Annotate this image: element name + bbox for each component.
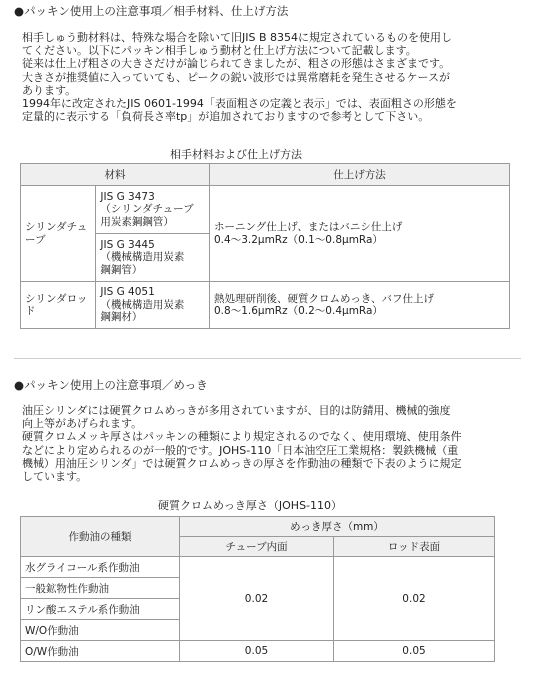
paragraph-line: 大きさが推奨値に入っていても、ピークの鋭い波形では異常磨耗を発生させるケースが <box>22 70 451 84</box>
rod-finish: 熱処理研削後、硬質クロムめっき、バフ仕上げ 0.8～1.6μmRz（0.2～0.4μmRa） <box>210 282 510 329</box>
cylinder-tube-label: シリンダチュ ーブ <box>21 186 96 282</box>
fluid-row-label: リン酸エステル系作動油 <box>21 599 180 620</box>
materials-paragraph <box>22 31 527 123</box>
paragraph-line: 機械）用油圧シリンダ」では硬質クロムめっきの厚さを作動油の種類で下表のように規定 <box>22 456 462 470</box>
rod-label: シリンダロッ ド <box>21 282 96 329</box>
header-plating-thickness: めっき厚さ（mm） <box>180 517 495 537</box>
tube-finish: ホーニング仕上げ、またはバニシ仕上げ 0.4～3.2μmRz（0.1～0.8μmRa） <box>210 186 510 282</box>
fluid-row-label: 一般鉱物性作動油 <box>21 578 180 599</box>
materials-table <box>20 163 510 329</box>
header-rod-surface: ロッド表面 <box>334 537 495 557</box>
section-heading-plating: ●パッキン使用上の注意事項／めっき <box>14 378 208 392</box>
fluid-row-label: O/W作動油 <box>21 641 180 662</box>
paragraph-line: 相手しゅう動材料は、特殊な場合を除いて旧JIS B 8354に規定されているものを使用し <box>22 31 453 44</box>
header-finish: 仕上げ方法 <box>210 164 510 186</box>
paragraph-line: 油圧シリンダには硬質クロムめっきが多用されていますが、目的は防錆用、機械的強度 <box>22 404 451 417</box>
plating-table <box>20 516 495 662</box>
tube-material-2: JIS G 3445 （機械構造用炭素 鋼鋼管） <box>96 234 210 282</box>
materials-table-caption: 相手材料および仕上げ方法 <box>170 148 302 161</box>
paragraph-line: てください。以下にパッキン相手しゅう動材と仕上げ方法について記載します。 <box>22 44 417 58</box>
paragraph-line: 1994年に改定されたJIS 0601-1994「表面粗さの定義と表示」では、表面粗さの形態を <box>22 97 457 111</box>
ow-rod-value: 0.05 <box>334 641 495 662</box>
section-heading-materials: ●パッキン使用上の注意事項／相手材料、仕上げ方法 <box>14 4 289 18</box>
paragraph-line: 硬質クロムメッキ厚さはパッキンの種類により規定されるのでなく、使用環境、使用条件 <box>22 430 462 444</box>
paragraph-line: しています。 <box>22 470 88 484</box>
group-rod-value: 0.02 <box>334 557 495 641</box>
tube-material-1: JIS G 3473 （シリンダチューブ 用炭素鋼鋼管） <box>96 186 210 234</box>
fluid-row-label: W/O作動油 <box>21 620 180 641</box>
plating-table-caption: 硬質クロムめっき厚さ（JOHS-110） <box>158 499 343 512</box>
ow-tube-value: 0.05 <box>180 641 334 662</box>
fluid-row-label: 水グライコール系作動油 <box>21 557 180 578</box>
section-divider <box>14 358 521 359</box>
paragraph-line: 向上等があげられます。 <box>22 417 143 431</box>
header-tube-inner: チューブ内面 <box>180 537 334 557</box>
header-fluid-type: 作動油の種類 <box>21 517 180 557</box>
rod-material: JIS G 4051 （機械構造用炭素 鋼鋼材） <box>96 282 210 329</box>
paragraph-line: などにより定められるのが一般的です。JOHS-110「日本油空圧工業規格：製鉄機械（重 <box>22 443 459 457</box>
group-tube-value: 0.02 <box>180 557 334 641</box>
paragraph-line: あります。 <box>22 83 77 97</box>
plating-paragraph <box>22 404 527 483</box>
paragraph-line: 定量的に表示する「負荷長さ率tp」が追加されておりますので参考として下さい。 <box>22 110 430 124</box>
paragraph-line: 従来は仕上げ粗さの大きさだけが論じられてきましたが、粗さの形態はさまざまです。 <box>22 57 451 71</box>
header-material: 材料 <box>21 164 210 186</box>
